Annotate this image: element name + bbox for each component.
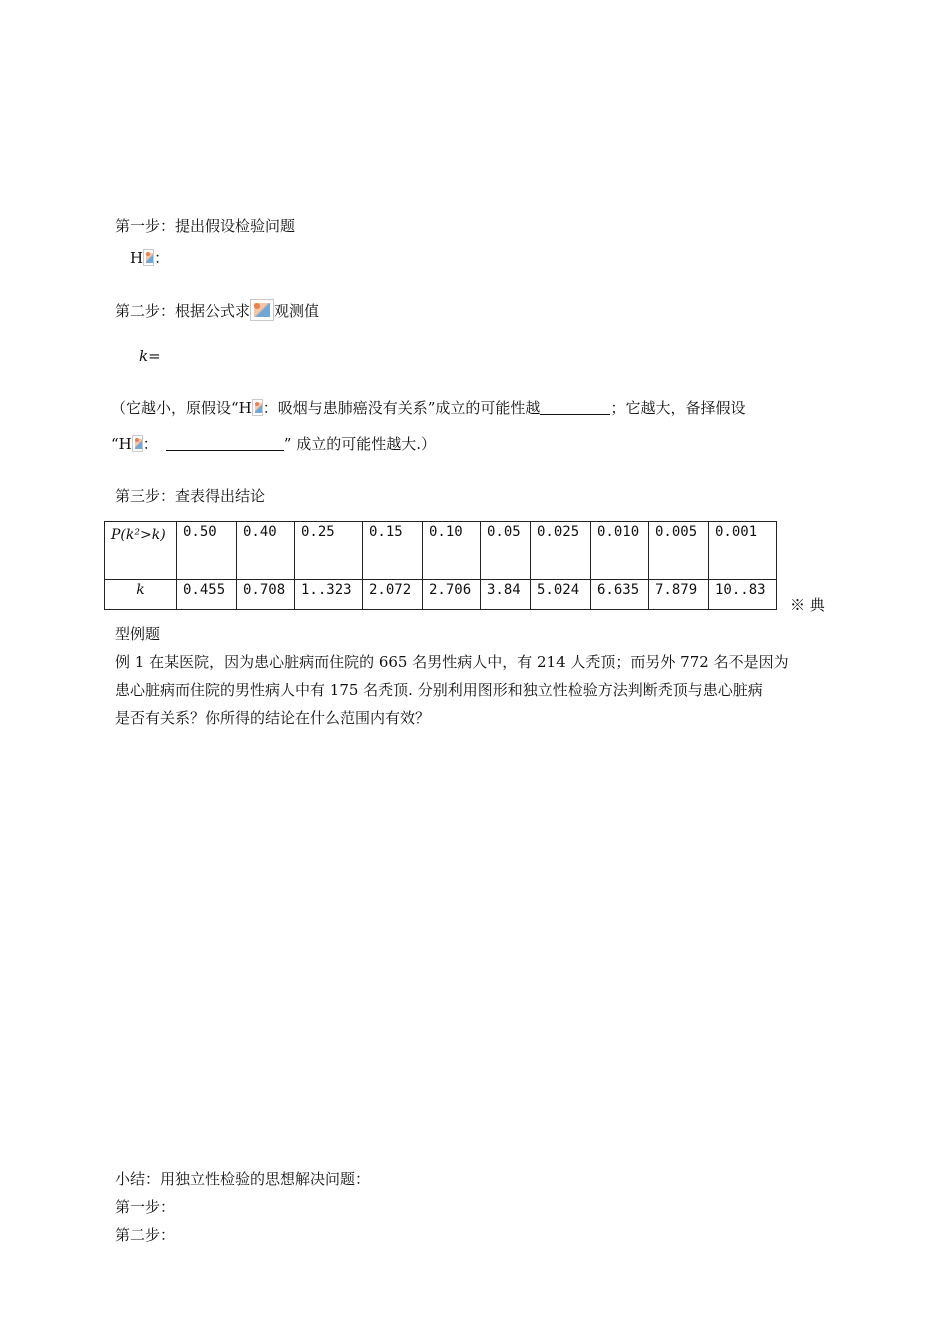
example1-line: 例 1 在某医院，因为患心脏病而住院的 665 名男性病人中，有 214 人秃顶；而另外 772 名不是因为 bbox=[115, 653, 789, 671]
explain-line-2 bbox=[111, 433, 436, 454]
examples-heading: 型例题 bbox=[115, 625, 161, 643]
h0-line bbox=[130, 247, 169, 268]
examples-marker: ※ 典 bbox=[790, 596, 825, 614]
h0-prefix: H bbox=[130, 249, 144, 267]
table-cell: 0.455 bbox=[177, 580, 237, 610]
table-cell: 3.84 bbox=[481, 580, 531, 610]
explain-line-1 bbox=[111, 397, 745, 418]
formula-image-icon bbox=[250, 299, 274, 321]
step1-title: 第一步：提出假设检验问题 bbox=[115, 217, 296, 235]
table-cell: 0.50 bbox=[177, 522, 237, 580]
subscript-image-icon bbox=[132, 435, 143, 452]
table-cell: 10..83 bbox=[709, 580, 777, 610]
example1-line: 是否有关系？你所得的结论在什么范围内有效？ bbox=[115, 709, 431, 727]
table-cell: 0.001 bbox=[709, 522, 777, 580]
table-cell: 7.879 bbox=[649, 580, 709, 610]
critical-value-table bbox=[104, 521, 777, 610]
table-header-cell: P(k²>k) bbox=[105, 522, 177, 580]
summary-title: 小结：用独立性检验的思想解决问题： bbox=[115, 1170, 371, 1188]
k-formula: k= bbox=[139, 347, 161, 365]
table-cell: 2.072 bbox=[363, 580, 423, 610]
subscript-image-icon bbox=[252, 399, 263, 416]
table-cell: 0.15 bbox=[363, 522, 423, 580]
table-cell: 0.10 bbox=[423, 522, 481, 580]
table-cell: 0.25 bbox=[295, 522, 363, 580]
step2-title-before: 第二步：根据公式求 bbox=[115, 302, 251, 320]
table-cell: 0.005 bbox=[649, 522, 709, 580]
answer-blank[interactable] bbox=[166, 436, 284, 451]
explain-text-e: ： bbox=[142, 435, 158, 453]
step2-title-after: 观测值 bbox=[274, 302, 320, 320]
table-cell: 0.05 bbox=[481, 522, 531, 580]
explain-text-d: “H bbox=[111, 435, 132, 453]
table-row bbox=[105, 522, 777, 580]
table-cell: 0.010 bbox=[591, 522, 649, 580]
step3-title: 第三步：查表得出结论 bbox=[115, 487, 266, 505]
answer-blank[interactable] bbox=[540, 400, 610, 415]
summary-step2: 第二步： bbox=[115, 1226, 176, 1244]
table-cell: 0.40 bbox=[237, 522, 295, 580]
summary-step1: 第一步： bbox=[115, 1198, 176, 1216]
explain-text-b: ：吸烟与患肺癌没有关系”成立的可能性越 bbox=[262, 399, 541, 417]
table-cell: 0.708 bbox=[237, 580, 295, 610]
explain-text-f: ” 成立的可能性越大.） bbox=[283, 435, 436, 453]
step2-title bbox=[115, 299, 319, 321]
subscript-image-icon bbox=[143, 249, 154, 266]
table-cell: 0.025 bbox=[531, 522, 591, 580]
table-row bbox=[105, 580, 777, 610]
table-cell: 6.635 bbox=[591, 580, 649, 610]
table-cell: 5.024 bbox=[531, 580, 591, 610]
explain-text-a: （它越小，原假设“H bbox=[111, 399, 252, 417]
h0-suffix: ： bbox=[154, 249, 170, 267]
table-header-cell: k bbox=[105, 580, 177, 610]
explain-text-c: ；它越大，备择假设 bbox=[610, 399, 746, 417]
table-cell: 2.706 bbox=[423, 580, 481, 610]
table-cell: 1..323 bbox=[295, 580, 363, 610]
example1-line: 患心脏病而住院的男性病人中有 175 名秃顶. 分别利用图形和独立性检验方法判断秃顶与患心脏病 bbox=[115, 681, 763, 699]
